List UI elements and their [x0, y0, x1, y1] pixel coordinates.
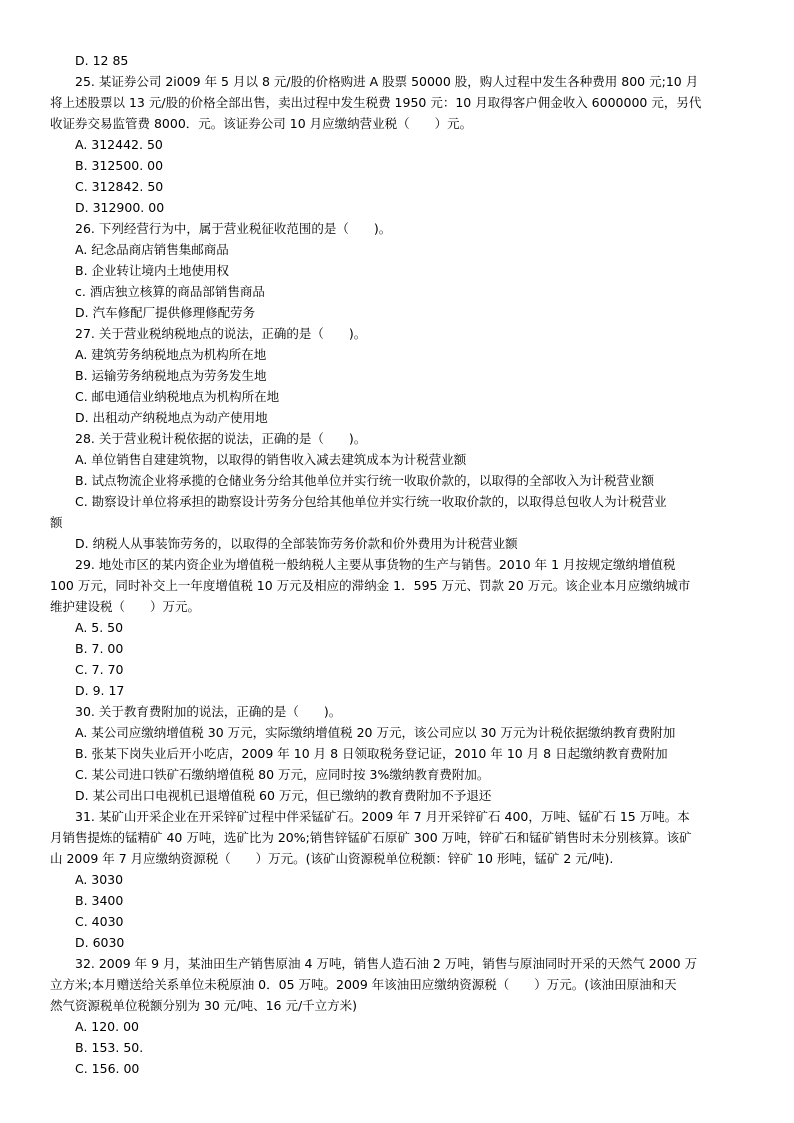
question-text-continued: 然气资源税单位税额分别为 30 元/吨、16 元/千立方米): [50, 998, 358, 1013]
answer-option: B. 企业转让境内土地使用权: [75, 263, 230, 278]
answer-option: B. 试点物流企业将承揽的仓储业务分给其他单位并实行统一收取价款的，以取得的全部收入为计税营业额: [75, 473, 655, 488]
question-text-continued: 山 2009 年 7 月应缴纳资源税（ ）万元。(该矿山资源税单位税额：锌矿 10 形吨，锰矿 2 元/吨).: [50, 851, 614, 866]
answer-option: B. 张某下岗失业后开小吃店，2009 年 10 月 8 日领取税务登记证，2010 年 10 月 8 日起缴纳教育费附加: [75, 746, 668, 761]
answer-option: A. 某公司应缴纳增值税 30 万元，实际缴纳增值税 20 万元，该公司应以 30 万元为计税依据缴纳教育费附加: [75, 725, 676, 740]
question-text: 29. 地处市区的某内资企业为增值税一般纳税人主要从事货物的生产与销售。2010 年 1 月按规定缴纳增值税: [75, 557, 676, 572]
document-body: [50, 50, 750, 1079]
answer-option: A. 纪念品商店销售集邮商品: [75, 242, 229, 257]
question-text: 28. 关于营业税计税依据的说法，正确的是（ )。: [75, 431, 367, 446]
question-text: 32. 2009 年 9 月，某油田生产销售原油 4 万吨，销售人造石油 2 万吨，销售与原油同时开采的天然气 2000 万: [75, 956, 698, 971]
answer-option: A. 建筑劳务纳税地点为机构所在地: [75, 347, 267, 362]
answer-option: C. 某公司进口铁矿石缴纳增值税 80 万元，应同时按 3%缴纳教育费附加。: [75, 767, 490, 782]
answer-option: B. 153. 50.: [75, 1040, 144, 1055]
answer-option: D. 某公司出口电视机已退增值税 60 万元，但已缴纳的教育费附加不予退还: [75, 788, 492, 803]
question-text-continued: 100 万元，同时补交上一年度增值税 10 万元及相应的滞纳金 1．595 万元、罚款 20 万元。该企业本月应缴纳城市: [50, 578, 691, 593]
answer-option: A. 312442. 50: [75, 137, 163, 152]
answer-option: C. 勘察设计单位将承担的勘察设计劳务分包给其他单位并实行统一收取价款的，以取得总包收人为计税营业: [75, 494, 667, 509]
answer-option: D. 9. 17: [75, 683, 125, 698]
answer-option: D. 6030: [75, 935, 125, 950]
answer-option: A. 3030: [75, 872, 124, 887]
answer-option: C. 156. 00: [75, 1061, 140, 1076]
answer-option: C. 4030: [75, 914, 124, 929]
question-text: 26. 下列经营行为中，属于营业税征收范围的是（ )。: [75, 221, 392, 236]
question-text: 27. 关于营业税纳税地点的说法，正确的是（ )。: [75, 326, 367, 341]
answer-option: C. 312842. 50: [75, 179, 164, 194]
answer-option: A. 120. 00: [75, 1019, 139, 1034]
answer-option: D. 汽车修配厂提供修理修配劳务: [75, 305, 256, 320]
question-text-continued: 维护建设税（ ）万元。: [50, 599, 201, 614]
question-text-continued: 额: [50, 515, 63, 530]
question-text-continued: 立方米;本月赠送给关系单位未税原油 0．05 万吨。2009 年该油田应缴纳资源税（ ）万元。(该油田原油和天: [50, 977, 677, 992]
answer-option: A. 5. 50: [75, 620, 124, 635]
answer-option: A. 单位销售自建建筑物，以取得的销售收入减去建筑成本为计税营业额: [75, 452, 467, 467]
answer-option: B. 7. 00: [75, 641, 124, 656]
answer-option: C. 7. 70: [75, 662, 124, 677]
question-text: 31. 某矿山开采企业在开采锌矿过程中伴采锰矿石。2009 年 7 月开采锌矿石 400，万吨、锰矿石 15 万吨。本: [75, 809, 690, 824]
question-text-continued: 收证券交易监管费 8000．元。该证券公司 10 月应缴纳营业税（ ）元。: [50, 116, 473, 131]
question-text-continued: 将上述股票以 13 元/股的价格全部出售，卖出过程中发生税费 1950 元：10 月取得客户佣金收入 6000000 元，另代: [50, 95, 702, 110]
answer-option: D. 纳税人从事装饰劳务的，以取得的全部装饰劳务价款和价外费用为计税营业额: [75, 536, 518, 551]
answer-option: B. 运输劳务纳税地点为劳务发生地: [75, 368, 267, 383]
answer-option: c. 酒店独立核算的商品部销售商品: [75, 284, 265, 299]
answer-option: C. 邮电通信业纳税地点为机构所在地: [75, 389, 280, 404]
answer-option: B. 312500. 00: [75, 158, 164, 173]
answer-option: D. 出租动产纳税地点为动产使用地: [75, 410, 268, 425]
question-text-continued: 月销售提炼的锰精矿 40 万吨，选矿比为 20%;销售锌锰矿石原矿 300 万吨，锌矿石和锰矿销售时未分别核算。该矿: [50, 830, 692, 845]
answer-option: D. 12 85: [75, 53, 129, 68]
question-text: 30. 关于教育费附加的说法，正确的是（ )。: [75, 704, 342, 719]
answer-option: D. 312900. 00: [75, 200, 165, 215]
question-text: 25. 某证券公司 2i009 年 5 月以 8 元/股的价格购进 A 股票 50000 股，购人过程中发生各种费用 800 元;10 月: [75, 74, 699, 89]
answer-option: B. 3400: [75, 893, 124, 908]
